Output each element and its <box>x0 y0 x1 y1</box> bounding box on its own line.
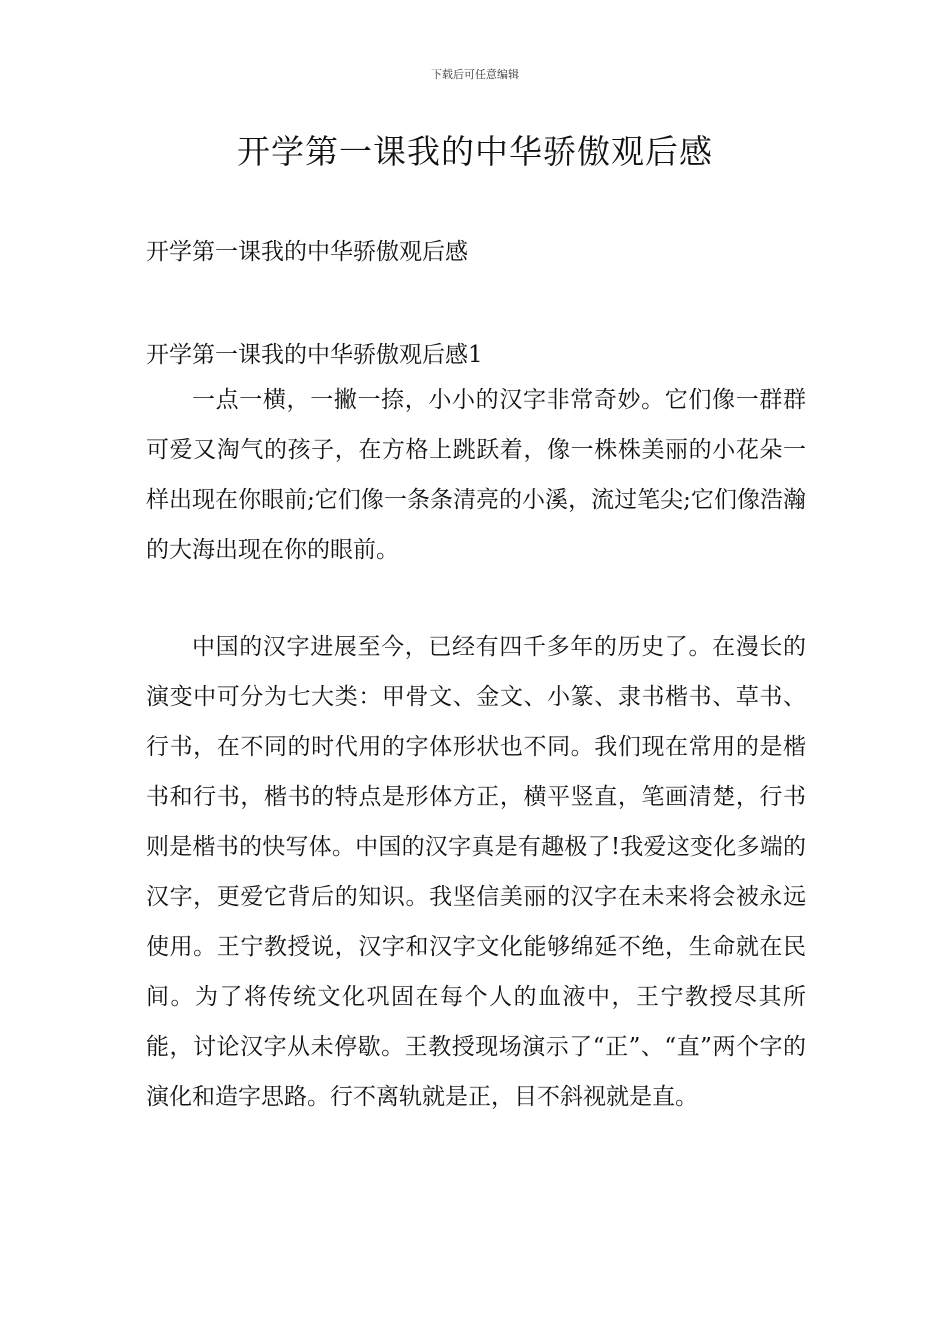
paragraph-2: 中国的汉字进展至今，已经有四千多年的历史了。在漫长的演变中可分为七大类：甲骨文、金文、小篆、隶书楷书、草书、行书，在不同的时代用的字体形状也不同。我们现在常用的是楷书和行书，楷书的特点是形体方正，横平竖直，笔画清楚，行书则是楷书的快写体。中国的汉字真是有趣极了!我爱这变化多端的汉字，更爱它背后的知识。我坚信美丽的汉字在未来将会被永远使用。王宁教授说，汉字和汉字文化能够绵延不绝，生命就在民间。为了将传统文化巩固在每个人的血液中，王宁教授尽其所能，讨论汉字从未停歇。王教授现场演示了“正”、“直”两个字的演化和造字思路。行不离轨就是正，目不斜视就是直。 <box>146 634 806 1110</box>
document-title: 开学第一课我的中华骄傲观后感 <box>237 132 713 171</box>
header-note: 下载后可任意编辑 <box>431 68 519 81</box>
paragraph-1: 一点一横，一撇一捺，小小的汉字非常奇妙。它们像一群群可爱又淘气的孩子，在方格上跳跃着，像一株株美丽的小花朵一样出现在你眼前;它们像一条条清亮的小溪，流过笔尖;它们像浩瀚的大海出现在你的眼前。 <box>146 387 806 563</box>
section-heading: 开学第一课我的中华骄傲观后感1 <box>146 342 483 368</box>
document-subtitle: 开学第一课我的中华骄傲观后感 <box>146 239 468 265</box>
